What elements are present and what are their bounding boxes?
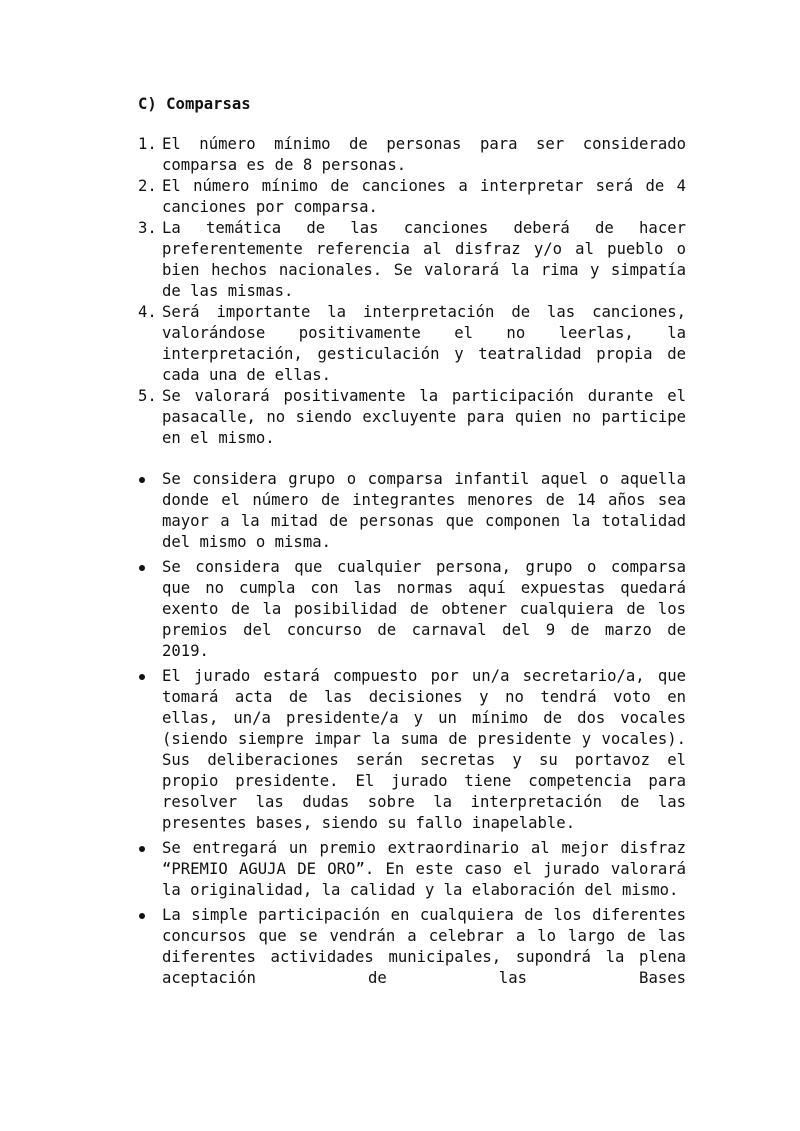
- bullet-icon: [139, 565, 145, 571]
- list-number: 5.: [138, 387, 157, 405]
- list-item: [138, 469, 686, 553]
- list-item: [138, 218, 686, 302]
- list-item: [138, 666, 686, 834]
- list-item: [138, 838, 686, 901]
- list-item-text: Se considera que cualquier persona, grupo o comparsa que no cumpla con las normas aquí expuestas quedará exento de la posibilidad de obtener cualquiera de los premios del concurso de carnaval del 9 de marzo de 2019.: [162, 558, 686, 660]
- bullet-rules-list: [138, 469, 686, 993]
- list-item-text: Será importante la interpretación de las canciones, valorándose positivamente el no leerlas, la interpretación, gesticulación y teatralidad propia de cada una de ellas.: [162, 303, 686, 384]
- list-number: 2.: [138, 177, 157, 195]
- list-item: [138, 557, 686, 662]
- bullet-icon: [139, 846, 145, 852]
- list-number: 3.: [138, 219, 157, 237]
- list-item-text: El número mínimo de personas para ser considerado comparsa es de 8 personas.: [162, 135, 686, 174]
- bullet-icon: [139, 477, 145, 483]
- list-item: [138, 176, 686, 218]
- list-item-text: La temática de las canciones deberá de hacer preferentemente referencia al disfraz y/o al pueblo o bien hechos nacionales. Se valorará la rima y simpatía de las mismas.: [162, 219, 686, 300]
- list-item: [138, 302, 686, 386]
- list-item-text: El jurado estará compuesto por un/a secretario/a, que tomará acta de las decisiones y no tendrá voto en ellas, un/a presidente/a y un mínimo de dos vocales (siendo siempre impar la suma de presidente y vocales). Sus deliberaciones serán secretas y su portavoz el propio presidente. El jurado tiene competencia para resolver las dudas sobre la interpretación de las presentes bases, siendo su fallo inapelable.: [162, 667, 686, 832]
- list-item-text: El número mínimo de canciones a interpretar será de 4 canciones por comparsa.: [162, 177, 686, 216]
- numbered-rules-list: [138, 134, 686, 449]
- list-item: [138, 386, 686, 449]
- list-item-text: Se entregará un premio extraordinario al mejor disfraz “PREMIO AGUJA DE ORO”. En este caso el jurado valorará la originalidad, la calidad y la elaboración del mismo.: [162, 839, 686, 899]
- list-item: [138, 134, 686, 176]
- list-item-text: Se valorará positivamente la participación durante el pasacalle, no siendo excluyente para quien no participe en el mismo.: [162, 387, 686, 447]
- section-title: C) Comparsas: [138, 95, 251, 113]
- list-item: [138, 905, 686, 989]
- list-item-text: La simple participación en cualquiera de los diferentes concursos que se vendrán a celebrar a lo largo de las diferentes actividades municipales, supondrá la plena aceptación de las Bases: [162, 906, 686, 987]
- list-item-text: Se considera grupo o comparsa infantil aquel o aquella donde el número de integrantes menores de 14 años sea mayor a la mitad de personas que componen la totalidad del mismo o misma.: [162, 470, 686, 551]
- bullet-icon: [139, 674, 145, 680]
- list-number: 1.: [138, 135, 157, 153]
- bullet-icon: [139, 913, 145, 919]
- list-number: 4.: [138, 303, 157, 321]
